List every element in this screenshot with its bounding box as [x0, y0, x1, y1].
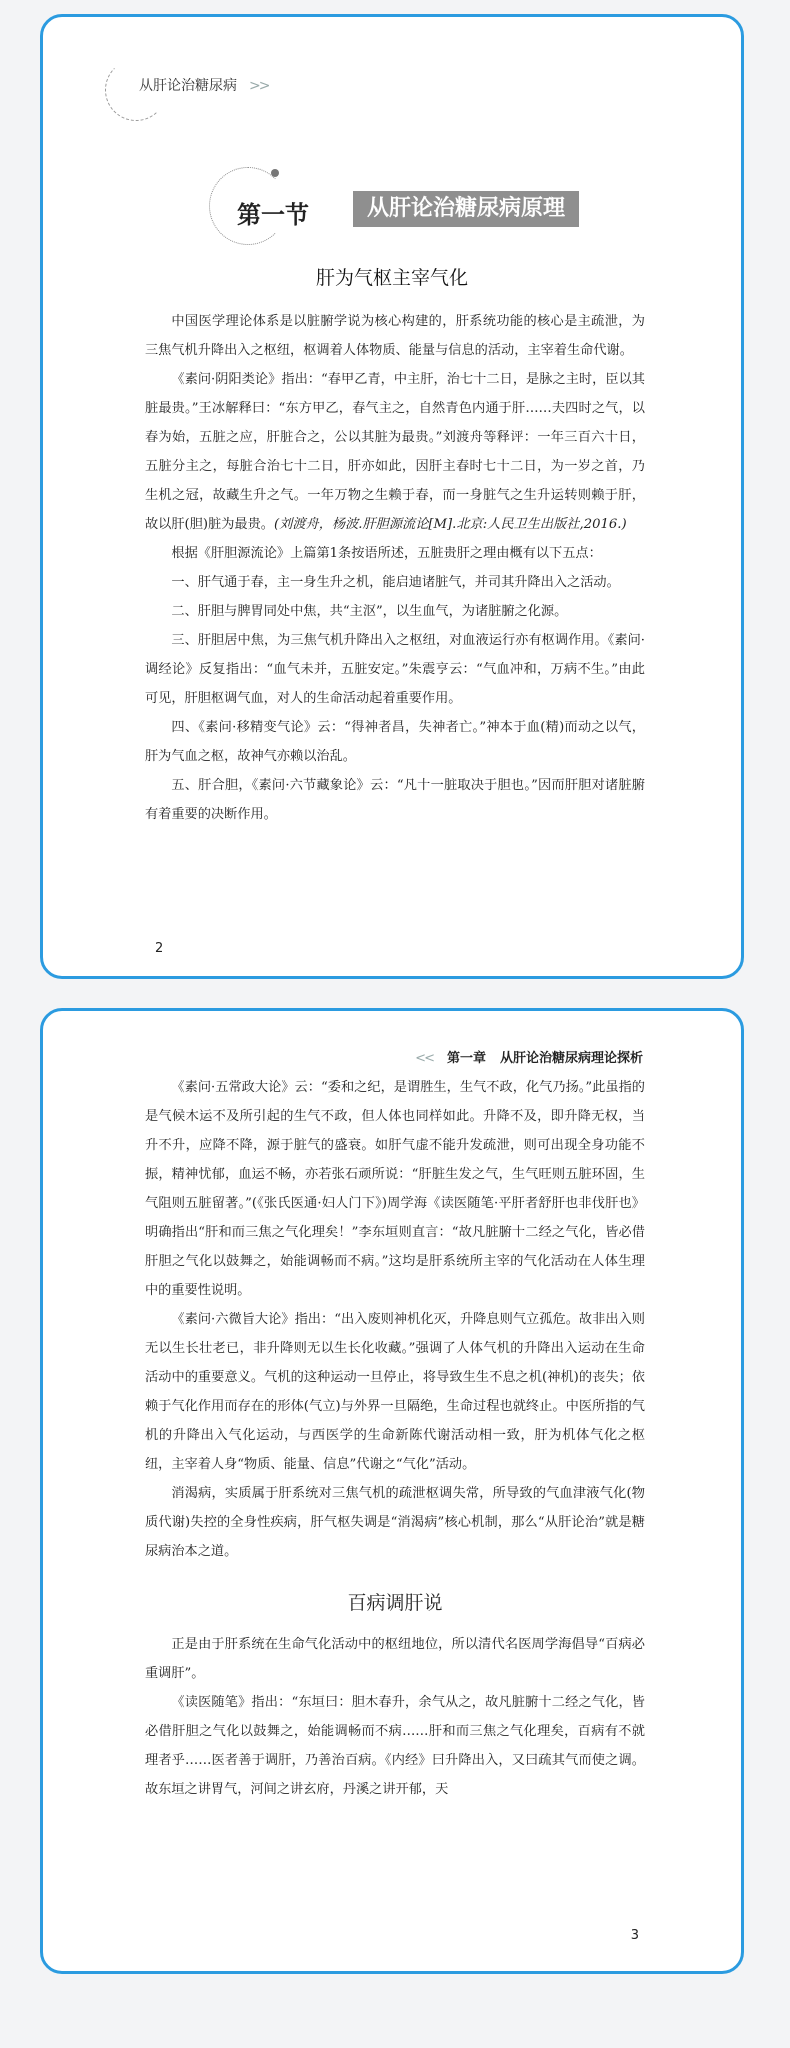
double-chevron-left-icon: << [415, 1051, 433, 1066]
paragraph: 根据《肝胆源流论》上篇第1条按语所述，五脏贵肝之理由概有以下五点： [171, 546, 602, 561]
paragraph: 《读医随笔》指出：“东垣曰：胆木春升，余气从之，故凡脏腑十二经之气化，皆必借肝胆之气化以鼓舞之，始能调畅而不病……肝和而三焦之气化理矣，百病有不就理者乎……医者善于调肝，乃善治百病。《内经》曰升降出入，又曰疏其气而使之调。故东垣之讲胃气，河间之讲玄府，丹溪之讲开郁，天 [145, 1695, 645, 1797]
section-dot-decoration [271, 169, 279, 177]
paragraph: 中国医学理论体系是以脏腑学说为核心构建的，肝系统功能的核心是主疏泄，为三焦气机升降出入之枢纽，枢调着人体物质、能量与信息的活动，主宰着生命代谢。 [145, 314, 645, 358]
paragraph: 《素问·六微旨大论》指出：“出入废则神机化灭，升降息则气立孤危。故非出入则无以生长壮老已，非升降则无以生长化收藏。”强调了人体气机的升降出入运动在生命活动中的重要意义。气机的这种运动一旦停止，将导致生生不息之机(神机)的丧失；依赖于气化作用而存在的形体(气立)与外界一旦隔绝，生命过程也就终止。中医所指的气机的升降出入气化运动，与西医学的生命新陈代谢活动相一致，肝为机体气化之枢纽，主宰着人身“物质、能量、信息”代谢之“气化”活动。 [145, 1312, 645, 1472]
section-title [215, 167, 635, 237]
paragraph-text: 《素问·阴阳类论》指出：“春甲乙青，中主肝，治七十二日，是脉之主时，臣以其脏最贵。”王冰解释曰：“东方甲乙，春气主之，自然青色内通于肝……夫四时之气，以春为始，五脏之应，肝脏合之，公以其脏为最贵。”刘渡舟等释评：一年三百六十日，五脏分主之，每脏合治七十二日，肝亦如此，因肝主春时七十二日，为一岁之首，乃生机之冠，故藏生升之气。一年万物之生赖于春，而一身脏气之生升运转则赖于肝，故以肝(胆)脏为最贵。 [145, 372, 645, 532]
citation: (刘渡舟，杨波.肝胆源流论[M].北京:人民卫生出版社,2016.) [273, 517, 627, 532]
paragraph: 一、肝气通于春，主一身生升之机，能启迪诸脏气，并司其升降出入之活动。 [171, 575, 620, 590]
paragraph: 四、《素问·移精变气论》云：“得神者昌，失神者亡。”神本于血(精)而动之以气，肝为气血之枢，故神气亦赖以治乱。 [145, 720, 645, 764]
section-number: 第一节 [237, 201, 309, 229]
paragraph: 《素问·五常政大论》云：“委和之纪，是谓胜生，生气不政，化气乃扬。”此虽指的是气候木运不及所引起的生气不政，但人体也同样如此。升降不及，即升降无权，当升不升，应降不降，源于脏气的盛衰。如肝气虚不能升发疏泄，则可出现全身功能不振，精神忧郁，血运不畅，亦若张石顽所说：“肝脏生发之气，生气旺则五脏环固，生气阻则五脏留著。”(《张氏医通·妇人门下》)周学海《读医随笔·平肝者舒肝也非伐肝也》明确指出“肝和而三焦之气化理矣！”李东垣则直言：“故凡脏腑十二经之气化，皆必借肝胆之气化以鼓舞之，始能调畅而不病。”这均是肝系统所主宰的气化活动在人体生理中的重要性说明。 [145, 1080, 645, 1298]
running-head-title: 从肝论治糖尿病 [139, 78, 237, 94]
running-head [139, 75, 268, 95]
book-page-right [40, 1008, 744, 1974]
paragraph: 五、肝合胆，《素问·六节藏象论》云：“凡十一脏取决于胆也。”因而肝胆对诸脏腑有着重要的决断作用。 [145, 778, 645, 822]
chapter-title: 从肝论治糖尿病理论探析 [499, 1051, 643, 1066]
paragraph: 消渴病，实质属于肝系统对三焦气机的疏泄枢调失常，所导致的气血津液气化(物质代谢)失控的全身性疾病，肝气枢失调是“消渴病”核心机制，那么“从肝论治”就是糖尿病治本之道。 [145, 1486, 645, 1559]
section-name: 从肝论治糖尿病原理 [353, 191, 579, 227]
subsection-heading: 肝为气枢主宰气化 [315, 267, 468, 289]
page-number: 2 [155, 941, 164, 956]
paragraph: 二、肝胆与脾胃同处中焦，共“主沤”，以生血气，为诸脏腑之化源。 [171, 604, 568, 619]
double-chevron-right-icon: >> [249, 78, 269, 94]
paragraph: 正是由于肝系统在生命气化活动中的枢纽地位，所以清代名医周学海倡导“百病必重调肝”。 [145, 1637, 645, 1681]
running-head [415, 1047, 643, 1066]
book-page-left [40, 14, 744, 979]
page-number: 3 [630, 1928, 639, 1943]
paragraph [145, 365, 645, 539]
body-text [145, 307, 645, 829]
paragraph: 三、肝胆居中焦，为三焦气机升降出入之枢纽，对血液运行亦有枢调作用。《素问·调经论》反复指出：“血气未并，五脏安定。”朱震亨云：“气血冲和，万病不生。”由此可见，肝胆枢调气血，对人的生命活动起着重要作用。 [145, 633, 645, 706]
body-text [145, 1073, 645, 1804]
chapter-number: 第一章 [446, 1051, 486, 1066]
subsection-heading: 百病调肝说 [347, 1592, 443, 1614]
